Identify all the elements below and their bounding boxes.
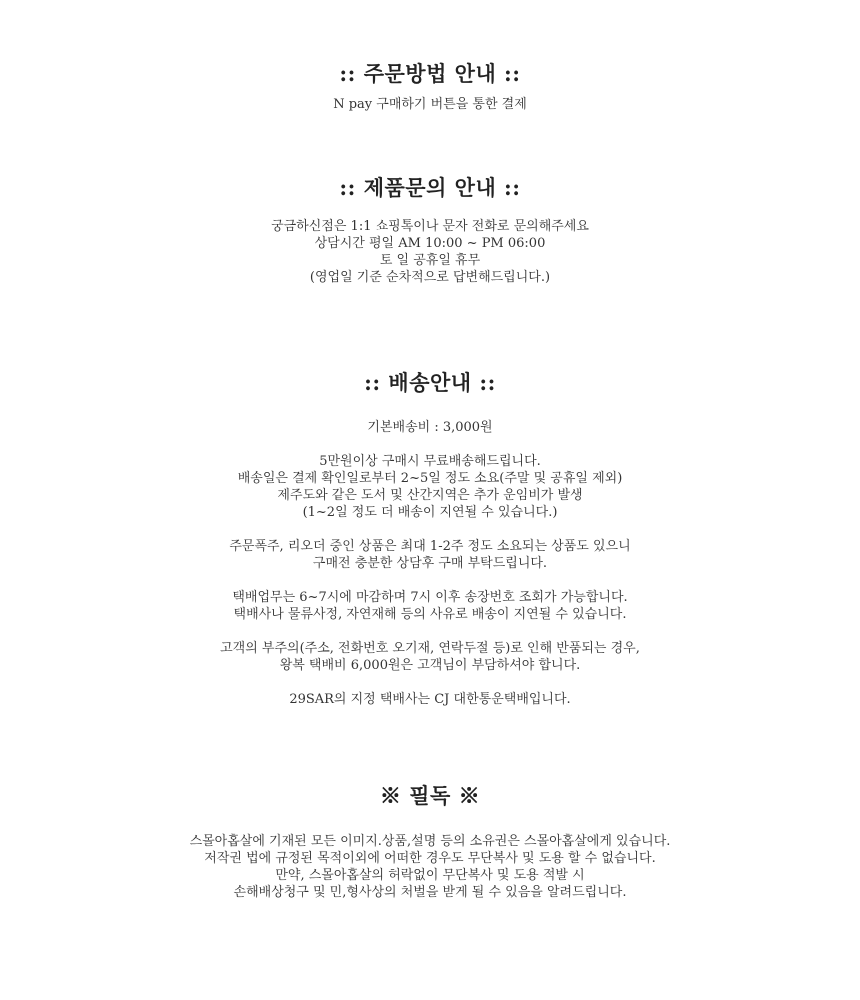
inquiry-line: (영업일 기준 순차적으로 답변해드립니다.) [309, 270, 551, 285]
inquiry-line: 토 일 공휴일 휴무 [379, 253, 481, 268]
shipping-line: 제주도와 같은 도서 및 산간지역은 추가 운임비가 발생 [277, 488, 583, 503]
shipping-line: 택배업무는 6~7시에 마감하며 7시 이후 송장번호 조회가 가능합니다. [232, 590, 628, 605]
inquiry-line: 상담시간 평일 AM 10:00 ~ PM 06:00 [314, 236, 546, 251]
shipping-line: 5만원이상 구매시 무료배송해드립니다. [319, 454, 541, 469]
shipping-section [0, 369, 860, 708]
product-inquiry-text [0, 218, 860, 286]
must-read-title: ※ 필독 ※ [379, 783, 481, 808]
shipping-line: 주문폭주, 리오더 중인 상품은 최대 1-2주 정도 소요되는 상품도 있으니 [229, 539, 631, 554]
product-inquiry-section [0, 174, 860, 286]
shipping-line: 배송일은 결제 확인일로부터 2~5일 정도 소요(주말 및 공휴일 제외) [237, 471, 623, 486]
shipping-fee: 기본배송비 : 3,000원 [367, 420, 493, 435]
shipping-line: (1~2일 정도 더 배송이 지연될 수 있습니다.) [302, 505, 558, 520]
notice-line: 만약, 스몰아홉살의 허락없이 무단복사 및 도용 적발 시 [275, 868, 585, 883]
order-method-text [0, 96, 860, 113]
notice-line: 스몰아홉살에 기재된 모든 이미지.상품,설명 등의 소유권은 스몰아홉살에게 있습니다. [189, 834, 671, 849]
shipping-title: :: 배송안내 :: [364, 370, 496, 395]
notice-line: 손해배상청구 및 민,형사상의 처벌을 받게 될 수 있음을 알려드립니다. [233, 885, 627, 900]
must-read-section [0, 782, 860, 901]
shipping-line: 택배사나 물류사정, 자연재해 등의 사유로 배송이 지연될 수 있습니다. [233, 607, 627, 622]
shipping-line: 고객의 부주의(주소, 전화번호 오기재, 연락두절 등)로 인해 반품되는 경우, [220, 641, 640, 656]
notice-line: 저작권 법에 규정된 목적이외에 어떠한 경우도 무단복사 및 도용 할 수 없습니다. [204, 851, 656, 866]
shipping-line: 구매전 충분한 상담후 구매 부탁드립니다. [312, 556, 548, 571]
product-inquiry-title: :: 제품문의 안내 :: [339, 175, 521, 200]
must-read-text [0, 833, 860, 901]
shipping-text [0, 419, 860, 708]
inquiry-line: 궁금하신점은 1:1 쇼핑톡이나 문자 전화로 문의해주세요 [271, 219, 589, 234]
shipping-line: 왕복 택배비 6,000원은 고객님이 부담하셔야 합니다. [279, 658, 581, 673]
shipping-courier: 29SAR의 지정 택배사는 CJ 대한통운택배입니다. [289, 692, 571, 707]
order-method-title: :: 주문방법 안내 :: [339, 61, 521, 86]
order-method-section [0, 60, 860, 113]
order-method-line: N pay 구매하기 버튼을 통한 결제 [333, 97, 527, 112]
